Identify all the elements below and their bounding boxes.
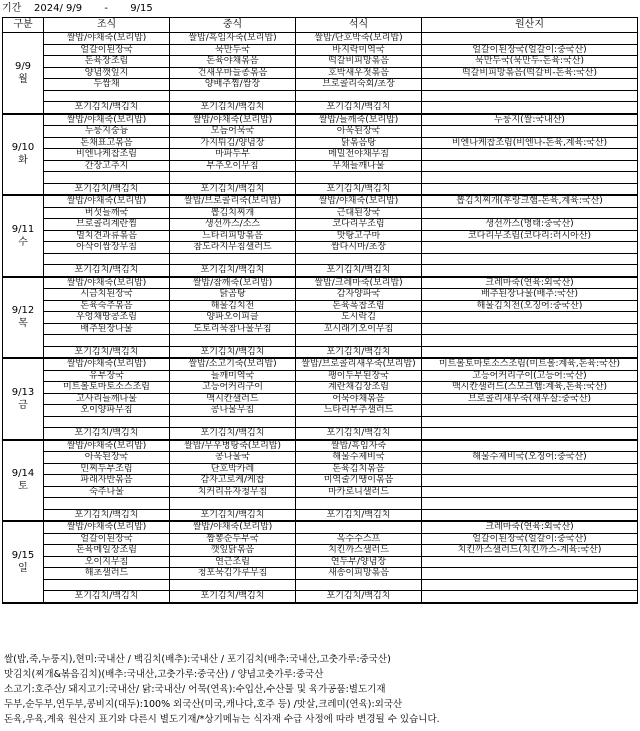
day-date: 9/14	[11, 468, 35, 480]
menu-row	[3, 277, 638, 289]
day-cell	[3, 440, 44, 522]
origin-cell: 비엔나케찹조림(비엔나-돈육,계육:국산)	[422, 137, 638, 149]
lunch-cell	[170, 90, 296, 102]
menu-row	[3, 207, 638, 219]
breakfast-cell	[44, 416, 170, 428]
lunch-cell: 쌀밥/흑임자죽(보리밥)	[170, 33, 296, 45]
note-line: 맛김치(찌개&볶음김치)(배추:국내산,고춧가루:중국산) / 양념고춧가루:중국산	[4, 669, 324, 680]
day-date: 9/9	[14, 60, 32, 72]
origin-cell: 코다리무조림(코다리:러시아산)	[422, 230, 638, 242]
origin-cell	[422, 335, 638, 347]
menu-row	[3, 509, 638, 521]
origin-cell: 치킨까스샐러드(치킨까스-계육:국산)	[422, 545, 638, 557]
menu-row	[3, 440, 638, 452]
menu-row	[3, 452, 638, 464]
lunch-cell: 건새우마늘종볶음	[170, 67, 296, 79]
dinner-cell: 마카로니샐러드	[296, 486, 422, 498]
breakfast-cell: 포기김치/백김치	[44, 346, 170, 358]
lunch-cell: 콩나물국	[170, 452, 296, 464]
menu-row	[3, 498, 638, 510]
day-weekday: 토	[18, 481, 28, 493]
breakfast-cell: 버섯들깨국	[44, 207, 170, 219]
breakfast-cell: 브로콜리계란찜	[44, 219, 170, 231]
breakfast-cell: 아삭이쌈장무침	[44, 242, 170, 254]
origin-cell	[422, 323, 638, 335]
day-cell	[3, 521, 44, 603]
menu-row	[3, 114, 638, 126]
origin-cell	[422, 265, 638, 277]
dinner-cell: 무채들깨나물	[296, 160, 422, 172]
breakfast-cell: 돈육장조림	[44, 56, 170, 68]
dinner-cell: 아욱된장국	[296, 126, 422, 138]
lunch-cell: 쌀밥/소고기죽(보리밥)	[170, 358, 296, 370]
dinner-cell: 어묵야채볶음	[296, 393, 422, 405]
lunch-cell: 묵만두국	[170, 44, 296, 56]
dinner-cell: 치킨까스샐러드	[296, 545, 422, 557]
dinner-cell: 감자양파국	[296, 289, 422, 301]
origin-cell	[422, 440, 638, 452]
header-breakfast: 조식	[44, 18, 170, 33]
lunch-cell: 돈육야채볶음	[170, 56, 296, 68]
origin-cell	[422, 346, 638, 358]
dinner-cell: 계란채김장조림	[296, 382, 422, 394]
period-label: 기간	[2, 3, 22, 14]
lunch-cell	[170, 416, 296, 428]
lunch-cell: 포기김치/백김치	[170, 183, 296, 195]
breakfast-cell: 쌀밥/야채죽(보리밥)	[44, 33, 170, 45]
dinner-cell: 새송이피망볶음	[296, 568, 422, 580]
lunch-cell: 양파오이피클	[170, 312, 296, 324]
breakfast-cell: 고사리들깨나물	[44, 393, 170, 405]
dinner-cell: 옥수수스프	[296, 533, 422, 545]
day-date: 9/13	[11, 386, 35, 398]
lunch-cell: 부추오이무침	[170, 160, 296, 172]
lunch-cell: 모듬어묵국	[170, 126, 296, 138]
menu-row	[3, 33, 638, 45]
origin-cell	[422, 579, 638, 591]
origin-cell: 미트볼토마토소스조림(미트볼:계육,돈육:국산)	[422, 358, 638, 370]
origin-cell	[422, 90, 638, 102]
dinner-cell: 포기김치/백김치	[296, 102, 422, 114]
breakfast-cell	[44, 172, 170, 184]
origin-cell	[422, 183, 638, 195]
day-cell	[3, 195, 44, 277]
header-origin: 원산지	[422, 18, 638, 33]
lunch-cell: 양배추찜/쌈장	[170, 79, 296, 91]
origin-cell	[422, 172, 638, 184]
breakfast-cell: 돈육메일장조림	[44, 545, 170, 557]
breakfast-cell: 쌀밥/야채죽(보리밥)	[44, 195, 170, 207]
menu-row	[3, 591, 638, 603]
origin-cell	[422, 149, 638, 161]
lunch-cell	[170, 172, 296, 184]
breakfast-cell: 간장고추지	[44, 160, 170, 172]
lunch-cell	[170, 498, 296, 510]
menu-row	[3, 312, 638, 324]
dinner-cell: 포기김치/백김치	[296, 428, 422, 440]
lunch-cell: 포기김치/백김치	[170, 346, 296, 358]
dinner-cell: 쌀밥/야채죽(보리밥)	[296, 195, 422, 207]
origin-cell: 뽑김치찌개(후랑크햄-돈육,계육:국산)	[422, 195, 638, 207]
period-start: 2024/ 9/9	[34, 3, 83, 14]
breakfast-cell: 오이양파무침	[44, 405, 170, 417]
lunch-cell: 짬뽕순두부국	[170, 533, 296, 545]
menu-row	[3, 183, 638, 195]
lunch-cell: 포기김치/백김치	[170, 428, 296, 440]
lunch-cell: 연근조림	[170, 556, 296, 568]
header-lunch: 중식	[170, 18, 296, 33]
header-type: 구분	[3, 18, 44, 33]
menu-row	[3, 370, 638, 382]
dinner-cell: 쌀밥/단호박죽(보리밥)	[296, 33, 422, 45]
menu-row	[3, 44, 638, 56]
weekly-menu-table	[2, 17, 638, 604]
lunch-cell: 감자고로케/케찹	[170, 475, 296, 487]
lunch-cell: 포기김치/백김치	[170, 591, 296, 603]
menu-row	[3, 137, 638, 149]
lunch-cell: 닭곰탕	[170, 289, 296, 301]
origin-cell	[422, 312, 638, 324]
origin-cell: 고등어커리구이(고등어:국산)	[422, 370, 638, 382]
origin-cell	[422, 475, 638, 487]
lunch-cell: 청포묵김가루무침	[170, 568, 296, 580]
dinner-cell: 바지락미역국	[296, 44, 422, 56]
dinner-cell	[296, 521, 422, 533]
breakfast-cell	[44, 90, 170, 102]
note-line: 쌀(밥,죽,누룽지),현미:국내산 / 백김치(배추):국내산 / 포기김치(배추:국내산,고춧가루:중국산)	[4, 654, 391, 665]
origin-cell	[422, 498, 638, 510]
menu-row	[3, 149, 638, 161]
origin-cell	[422, 253, 638, 265]
lunch-cell	[170, 335, 296, 347]
menu-row	[3, 568, 638, 580]
dinner-cell: 미역줄기땡이볶음	[296, 475, 422, 487]
menu-row	[3, 323, 638, 335]
origin-cell: 얼갈이된장국(얼갈이:중국산)	[422, 44, 638, 56]
header-dinner: 석식	[296, 18, 422, 33]
menu-row	[3, 428, 638, 440]
origin-cell	[422, 568, 638, 580]
menu-row	[3, 579, 638, 591]
origin-cell: 크레마죽(연육:외국산)	[422, 277, 638, 289]
lunch-cell	[170, 253, 296, 265]
lunch-cell: 느타리피망볶음	[170, 230, 296, 242]
lunch-cell: 포기김치/백김치	[170, 509, 296, 521]
dinner-cell	[296, 90, 422, 102]
lunch-cell: 콩나물무침	[170, 405, 296, 417]
day-cell	[3, 277, 44, 359]
dinner-cell: 호박새우젓볶음	[296, 67, 422, 79]
menu-row	[3, 242, 638, 254]
menu-row	[3, 230, 638, 242]
origin-cell: 배추된장나물(배추:국산)	[422, 289, 638, 301]
menu-row	[3, 382, 638, 394]
menu-row	[3, 475, 638, 487]
origin-cell	[422, 416, 638, 428]
breakfast-cell: 돈육숙주볶음	[44, 300, 170, 312]
breakfast-cell: 해초샐러드	[44, 568, 170, 580]
origin-cell	[422, 591, 638, 603]
lunch-cell: 쌀밥/브로콜리죽(보리밥)	[170, 195, 296, 207]
dinner-cell: 쌀밥/흑임자죽	[296, 440, 422, 452]
menu-row	[3, 463, 638, 475]
breakfast-cell: 유부장국	[44, 370, 170, 382]
origin-cell: 해물수제비국(오징어:중국산)	[422, 452, 638, 464]
origin-cell: 크레마죽(연육:외국산)	[422, 521, 638, 533]
dinner-cell: 꼬시래기오이무침	[296, 323, 422, 335]
lunch-cell: 도토리묵참나물무침	[170, 323, 296, 335]
dinner-cell: 도시락김	[296, 312, 422, 324]
lunch-cell: 쌀밥/야채죽(보리밥)	[170, 114, 296, 126]
breakfast-cell: 얼갈이된장국	[44, 533, 170, 545]
day-date: 9/10	[11, 142, 35, 154]
dinner-cell: 포기김치/백김치	[296, 265, 422, 277]
period-dash: -	[104, 3, 109, 14]
origin-cell	[422, 102, 638, 114]
day-weekday: 일	[18, 562, 28, 574]
origin-cell	[422, 463, 638, 475]
dinner-cell: 근대된장국	[296, 207, 422, 219]
origin-cell: 누룽지(쌀:국내산)	[422, 114, 638, 126]
lunch-cell: 들깨미역국	[170, 370, 296, 382]
lunch-cell: 포기김치/백김치	[170, 102, 296, 114]
breakfast-cell: 쌀밥/야채죽(보리밥)	[44, 114, 170, 126]
origin-cell	[422, 79, 638, 91]
day-weekday: 화	[18, 155, 28, 167]
origin-cell	[422, 405, 638, 417]
origin-cell: 생선까스(명태:중국산)	[422, 219, 638, 231]
menu-row	[3, 219, 638, 231]
menu-row	[3, 90, 638, 102]
lunch-cell: 치커리유자청무침	[170, 486, 296, 498]
dinner-cell	[296, 172, 422, 184]
dinner-cell	[296, 253, 422, 265]
lunch-cell: 생선까스/소스	[170, 219, 296, 231]
dinner-cell: 쌈다시마/초장	[296, 242, 422, 254]
menu-row	[3, 358, 638, 370]
breakfast-cell: 비엔나케찹조림	[44, 149, 170, 161]
breakfast-cell: 두쌈채	[44, 79, 170, 91]
menu-row	[3, 126, 638, 138]
dinner-cell	[296, 498, 422, 510]
day-date: 9/11	[11, 223, 35, 235]
lunch-cell: 마파두부	[170, 149, 296, 161]
menu-row	[3, 545, 638, 557]
dinner-cell: 맛탕고구마	[296, 230, 422, 242]
day-weekday: 금	[18, 399, 28, 411]
origin-cell: 맥시칸샐러드(스모크햄:계육,돈육:국산)	[422, 382, 638, 394]
note-line: 돈육,우육,계육 원산지 표기와 다른시 별도기재/*상기메뉴는 식자재 수급 사정에 따라 변경될 수 있습니다.	[4, 714, 440, 725]
origin-cell: 묵만두국(묵만두-돈육:국산)	[422, 56, 638, 68]
lunch-cell: 포기김치/백김치	[170, 265, 296, 277]
breakfast-cell: 포기김치/백김치	[44, 183, 170, 195]
breakfast-cell: 쌀밥/야채죽(보리밥)	[44, 358, 170, 370]
dinner-cell: 느타리부추샐러드	[296, 405, 422, 417]
breakfast-cell: 아욱된장국	[44, 452, 170, 464]
note-line: 두부,순두부,연두부,콩비지(대두):100% 외국산(미국,캐나다,호주 등) /맛살,크레미(연육):외국산	[4, 699, 403, 710]
menu-row	[3, 265, 638, 277]
menu-row	[3, 521, 638, 533]
breakfast-cell	[44, 253, 170, 265]
dinner-cell: 해물수제비국	[296, 452, 422, 464]
origin-cell	[422, 160, 638, 172]
day-cell	[3, 114, 44, 196]
menu-row	[3, 486, 638, 498]
day-weekday: 목	[18, 318, 28, 330]
header-row	[3, 18, 638, 33]
menu-row	[3, 56, 638, 68]
dinner-cell: 포기김치/백김치	[296, 509, 422, 521]
lunch-cell: 쌀밥/참깨죽(보리밥)	[170, 277, 296, 289]
breakfast-cell: 포기김치/백김치	[44, 509, 170, 521]
breakfast-cell: 돈채표고볶음	[44, 137, 170, 149]
origin-cell: 해물김치전(오징어:중국산)	[422, 300, 638, 312]
lunch-cell: 고등어커리구이	[170, 382, 296, 394]
day-date: 9/12	[11, 305, 35, 317]
day-cell	[3, 358, 44, 440]
breakfast-cell: 멸치견과류볶음	[44, 230, 170, 242]
menu-body	[3, 33, 638, 603]
menu-row	[3, 556, 638, 568]
breakfast-cell: 숙주나물	[44, 486, 170, 498]
breakfast-cell: 파래자반볶음	[44, 475, 170, 487]
dinner-cell: 떡갈비피망볶음	[296, 56, 422, 68]
period-line	[2, 2, 153, 16]
dinner-cell	[296, 416, 422, 428]
dinner-cell: 브로콜리숙회/초장	[296, 79, 422, 91]
menu-row	[3, 346, 638, 358]
dinner-cell: 쌀밥/크레마죽(보리밥)	[296, 277, 422, 289]
origin-cell	[422, 242, 638, 254]
menu-row	[3, 195, 638, 207]
lunch-cell: 깻잎닭볶음	[170, 545, 296, 557]
origin-cell	[422, 126, 638, 138]
menu-row	[3, 289, 638, 301]
note-line: 소고기:호주산/ 돼지고기:국내산/ 닭:국내산/ 어묵(연육):수입산,수산물 및 육가공품:별도기재	[4, 684, 386, 695]
breakfast-cell: 포기김치/백김치	[44, 591, 170, 603]
breakfast-cell: 포기김치/백김치	[44, 265, 170, 277]
breakfast-cell: 양념깻잎지	[44, 67, 170, 79]
lunch-cell: 맥시칸샐러드	[170, 393, 296, 405]
breakfast-cell: 포기김치/백김치	[44, 428, 170, 440]
period-end: 9/15	[130, 3, 153, 14]
breakfast-cell: 미트볼토마토소스조림	[44, 382, 170, 394]
breakfast-cell	[44, 579, 170, 591]
menu-row	[3, 160, 638, 172]
origin-cell	[422, 486, 638, 498]
dinner-cell: 메밀전야채무침	[296, 149, 422, 161]
dinner-cell: 코다리무조림	[296, 219, 422, 231]
breakfast-cell: 우엉채땅콩조림	[44, 312, 170, 324]
dinner-cell: 쌀밥/브로콜리새우죽(보리밥)	[296, 358, 422, 370]
dinner-cell: 연두부/양념장	[296, 556, 422, 568]
menu-row	[3, 253, 638, 265]
menu-row	[3, 300, 638, 312]
breakfast-cell: 쌀밥/야채죽(보리밥)	[44, 521, 170, 533]
breakfast-cell: 쌀밥/야채죽(보리밥)	[44, 277, 170, 289]
lunch-cell	[170, 579, 296, 591]
breakfast-cell: 누룽지숭늉	[44, 126, 170, 138]
dinner-cell	[296, 335, 422, 347]
menu-row	[3, 405, 638, 417]
dinner-cell	[296, 579, 422, 591]
day-cell	[3, 33, 44, 114]
origin-cell: 떡갈비피망볶음(떡갈비-돈육:국산)	[422, 67, 638, 79]
lunch-cell: 참도라지무침샐러드	[170, 242, 296, 254]
menu-row	[3, 335, 638, 347]
breakfast-cell: 오이지무침	[44, 556, 170, 568]
dinner-cell: 돈육김치볶음	[296, 463, 422, 475]
origin-cell	[422, 556, 638, 568]
notes	[4, 652, 636, 727]
lunch-cell: 뽑김치찌개	[170, 207, 296, 219]
breakfast-cell: 시금치된장국	[44, 289, 170, 301]
breakfast-cell: 포기김치/백김치	[44, 102, 170, 114]
breakfast-cell	[44, 335, 170, 347]
menu-row	[3, 416, 638, 428]
breakfast-cell: 얼갈이된장국	[44, 44, 170, 56]
lunch-cell: 가지튀김/양념장	[170, 137, 296, 149]
breakfast-cell: 배추된장나물	[44, 323, 170, 335]
lunch-cell: 쌀밥/무우병탕죽(보리밥)	[170, 440, 296, 452]
origin-cell	[422, 33, 638, 45]
menu-row	[3, 533, 638, 545]
menu-row	[3, 102, 638, 114]
day-weekday: 수	[18, 236, 28, 248]
menu-row	[3, 172, 638, 184]
origin-cell	[422, 509, 638, 521]
breakfast-cell	[44, 498, 170, 510]
lunch-cell: 해물김치전	[170, 300, 296, 312]
day-date: 9/15	[11, 549, 35, 561]
dinner-cell: 포기김치/백김치	[296, 183, 422, 195]
dinner-cell: 쌀밥/들깨죽(보리밥)	[296, 114, 422, 126]
breakfast-cell: 쌀밥/야채죽(보리밥)	[44, 440, 170, 452]
origin-cell: 브로콜리새우죽(새우살:중국산)	[422, 393, 638, 405]
menu-row	[3, 393, 638, 405]
lunch-cell: 단호박카레	[170, 463, 296, 475]
dinner-cell: 팽이두부된장국	[296, 370, 422, 382]
origin-cell	[422, 207, 638, 219]
dinner-cell: 닭볶음탕	[296, 137, 422, 149]
dinner-cell: 포기김치/백김치	[296, 591, 422, 603]
origin-cell: 얼갈이된장국(얼갈이:중국산)	[422, 533, 638, 545]
dinner-cell: 돈육폭찹조림	[296, 300, 422, 312]
lunch-cell: 쌀밥/야채죽(보리밥)	[170, 521, 296, 533]
menu-row	[3, 79, 638, 91]
dinner-cell: 포기김치/백김치	[296, 346, 422, 358]
menu-row	[3, 67, 638, 79]
breakfast-cell: 민찌두부조림	[44, 463, 170, 475]
day-weekday: 월	[18, 73, 28, 85]
origin-cell	[422, 428, 638, 440]
